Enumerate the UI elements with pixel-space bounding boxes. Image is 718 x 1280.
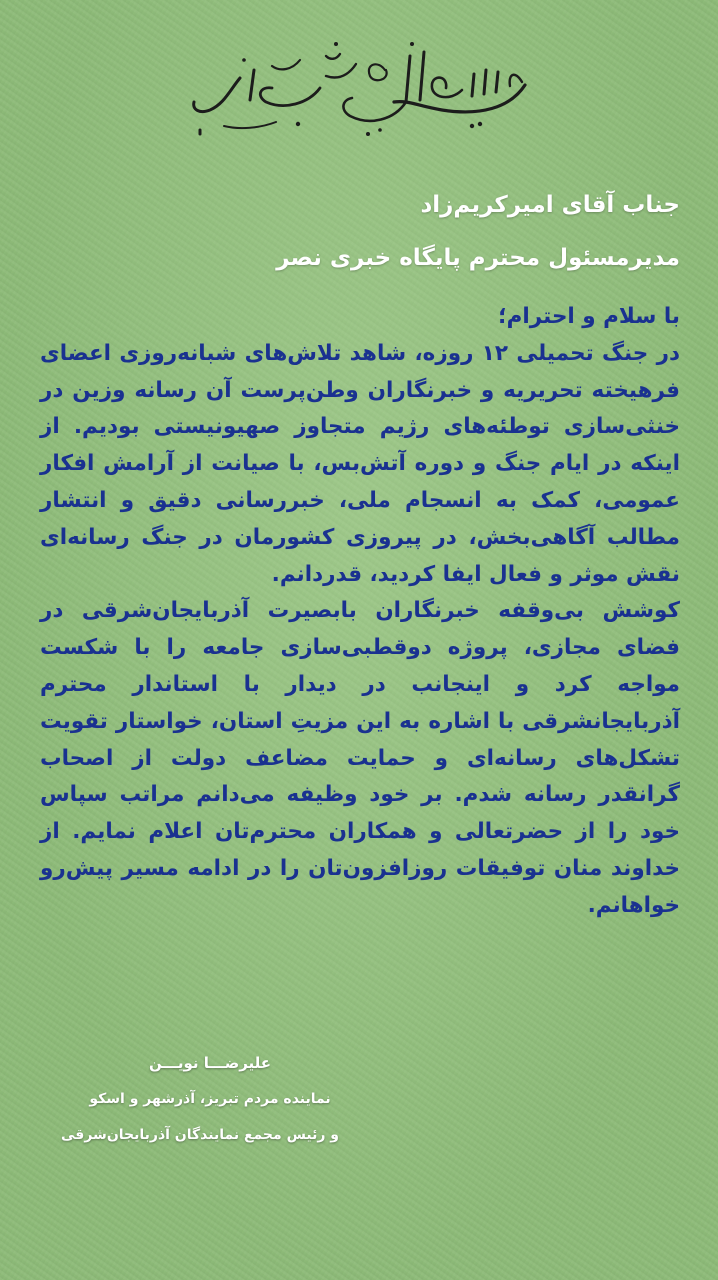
basmala-calligraphy-art	[180, 30, 540, 140]
signer-name: علیرضـــا نویـــن	[148, 1054, 272, 1072]
letter-paragraph-1: در جنگ تحمیلی ۱۲ روزه، شاهد تلاش‌های شبانه‌روزی اعضای فرهیخته تحریریه و خبرنگاران وطن‌پرست آن رسانه وزین در خنثی‌سازی توطئه‌های رژیم متجاوز صهیونیستی بودیم. از اینکه در ایام جنگ و دوره آتش‌بس، با صیانت از آرامش افکار عمومی، کمک به انسجام ملی، خبررسانی دقیق و انتشار مطالب آگاهی‌بخش، در پیروزی کشورمان در جنگ رسانه‌ای نقش موثر و فعال ایفا کردید، قدردانم.	[40, 340, 680, 587]
signer-role-1: نماینده مردم تبریز، آذرشهر و اسکو	[89, 1091, 331, 1107]
signer-role-2: و رئیس مجمع نمایندگان آذربایجان‌شرقی	[61, 1127, 339, 1143]
letter-paragraph-2: کوشش بی‌وقفه خبرنگاران بابصیرت آذربایجان‌شرقی در فضای مجازی، پروژه دوقطبی‌سازی جامعه را با شکست مواجه کرد و اینجانب در دیدار با استاندار محترم آذربایجانشرقی با اشاره به این مزیتِ استان، خواستار تقویت تشکل‌های رسانه‌ای و حمایت مضاعف دولت از اصحاب گرانقدر رسانه شدم. بر خود وظیفه می‌دانم مراتب سپاس خود را از حضرتعالی و همکاران محترم‌تان اعلام نمایم. از خداوند منان توفیقات روزافزون‌تان را در ادامه مسیر پیش‌رو خواهانم.	[40, 598, 680, 918]
letter-body	[40, 299, 680, 925]
letter-greeting: با سلام و احترام؛	[498, 304, 680, 329]
recipient-title: مدیرمسئول محترم پایگاه خبری نصر	[276, 245, 680, 271]
recipient-name: جناب آقای امیرکریم‌زاد	[420, 192, 680, 218]
basmala-calligraphy	[180, 30, 540, 140]
